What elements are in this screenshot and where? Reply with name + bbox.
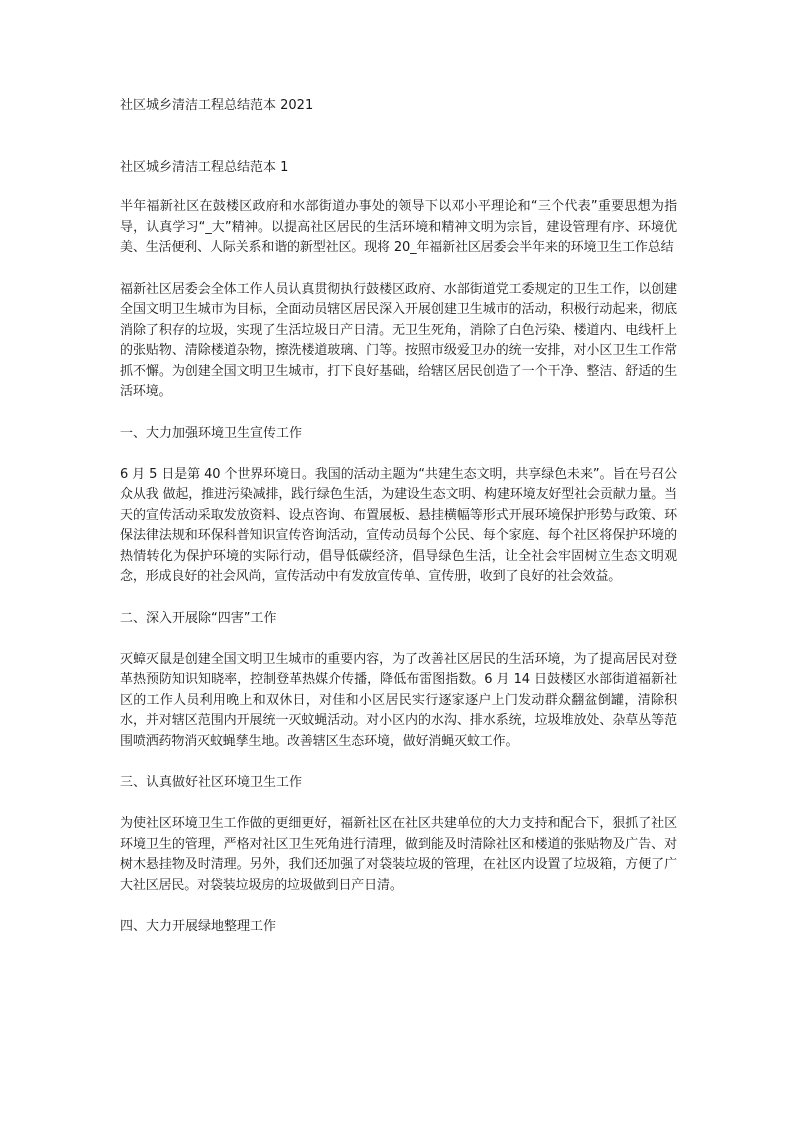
document-title: 社区城乡清洁工程总结范本 2021	[120, 98, 314, 113]
paragraph: 灭蟑灭鼠是创建全国文明卫生城市的重要内容，为了改善社区居民的生活环境，为了提高居民对登革热预防知识知晓率，控制登革热媒介传播，降低布雷图指数。6 月 14 日鼓楼区水部街道福新社区的工作人员利用晚上和双休日，对佳和小区居民实行逐家逐户上门发动群众翻盆倒罐，清除积水，并对辖区范围内开展统一灭蚊蝇活动。对小区内的水沟、排水系统，垃圾堆放处、杂草丛等范围喷洒药物消灭蚊蝇孳生地。改善辖区生态环境，做好消蝇灭蚊工作。	[120, 651, 677, 749]
section-heading: 四、大力开展绿地整理工作	[120, 919, 277, 934]
paragraph: 6 月 5 日是第 40 个世界环境日。我国的活动主题为“共建生态文明，共享绿色未来”。旨在号召公众从我 做起，推进污染减排，践行绿色生活，为建设生态文明、构建环境友好型社会贡献力量。当天的宣传活动采取发放资料、设点咨询、布置展板、悬挂横幅等形式开展环境保护形势与政策、环保法律法规和环保科普知识宣传咨询活动，宣传动员每个公民、每个家庭、每个社区将保护环境的热情转化为保护环境的实际行动，倡导低碳经济，倡导绿色生活，让全社会牢固树立生态文明观念，形成良好的社会风尚，宣传活动中有发放宣传单、宣传册，收到了良好的社会效益。	[120, 466, 677, 584]
paragraph: 福新社区居委会全体工作人员认真贯彻执行鼓楼区政府、水部街道党工委规定的卫生工作，以创建全国文明卫生城市为目标，全面动员辖区居民深入开展创建卫生城市的活动，积极行动起来，彻底消除了积存的垃圾，实现了生活垃圾日产日清。无卫生死角，消除了白色污染、楼道内、电线杆上的张贴物、清除楼道杂物，擦洗楼道玻璃、门等。按照市级爱卫办的统一安排，对小区卫生工作常抓不懈。为创建全国文明卫生城市，打下良好基础，给辖区居民创造了一个干净、整洁、舒适的生活环境。	[120, 281, 677, 399]
section-heading: 二、深入开展除“四害”工作	[120, 610, 277, 626]
paragraph: 半年福新社区在鼓楼区政府和水部街道办事处的领导下以邓小平理论和“三个代表”重要思想为指导，认真学习“_大”精神。以提高社区居民的生活环境和精神文明为宗旨，建设管理有序、环境优美、生活便利、人际关系和谐的新型社区。现将 20_年福新社区居委会半年来的环境卫生工作总结	[120, 199, 677, 255]
document-page	[120, 96, 677, 958]
section-heading: 一、大力加强环境卫生宣传工作	[120, 425, 303, 441]
paragraph: 为使社区环境卫生工作做的更细更好，福新社区在社区共建单位的大力支持和配合下，狠抓了社区环境卫生的管理，严格对社区卫生死角进行清理，做到能及时清除社区和楼道的张贴物及广告、对树木悬挂物及时清理。另外，我们还加强了对袋装垃圾的管理，在社区内设置了垃圾箱，方便了广大社区居民。对袋装垃圾房的垃圾做到日产日清。	[120, 816, 677, 893]
section-title: 社区城乡清洁工程总结范本 1	[120, 160, 289, 175]
section-heading: 三、认真做好社区环境卫生工作	[120, 775, 303, 790]
document-body	[120, 197, 677, 937]
